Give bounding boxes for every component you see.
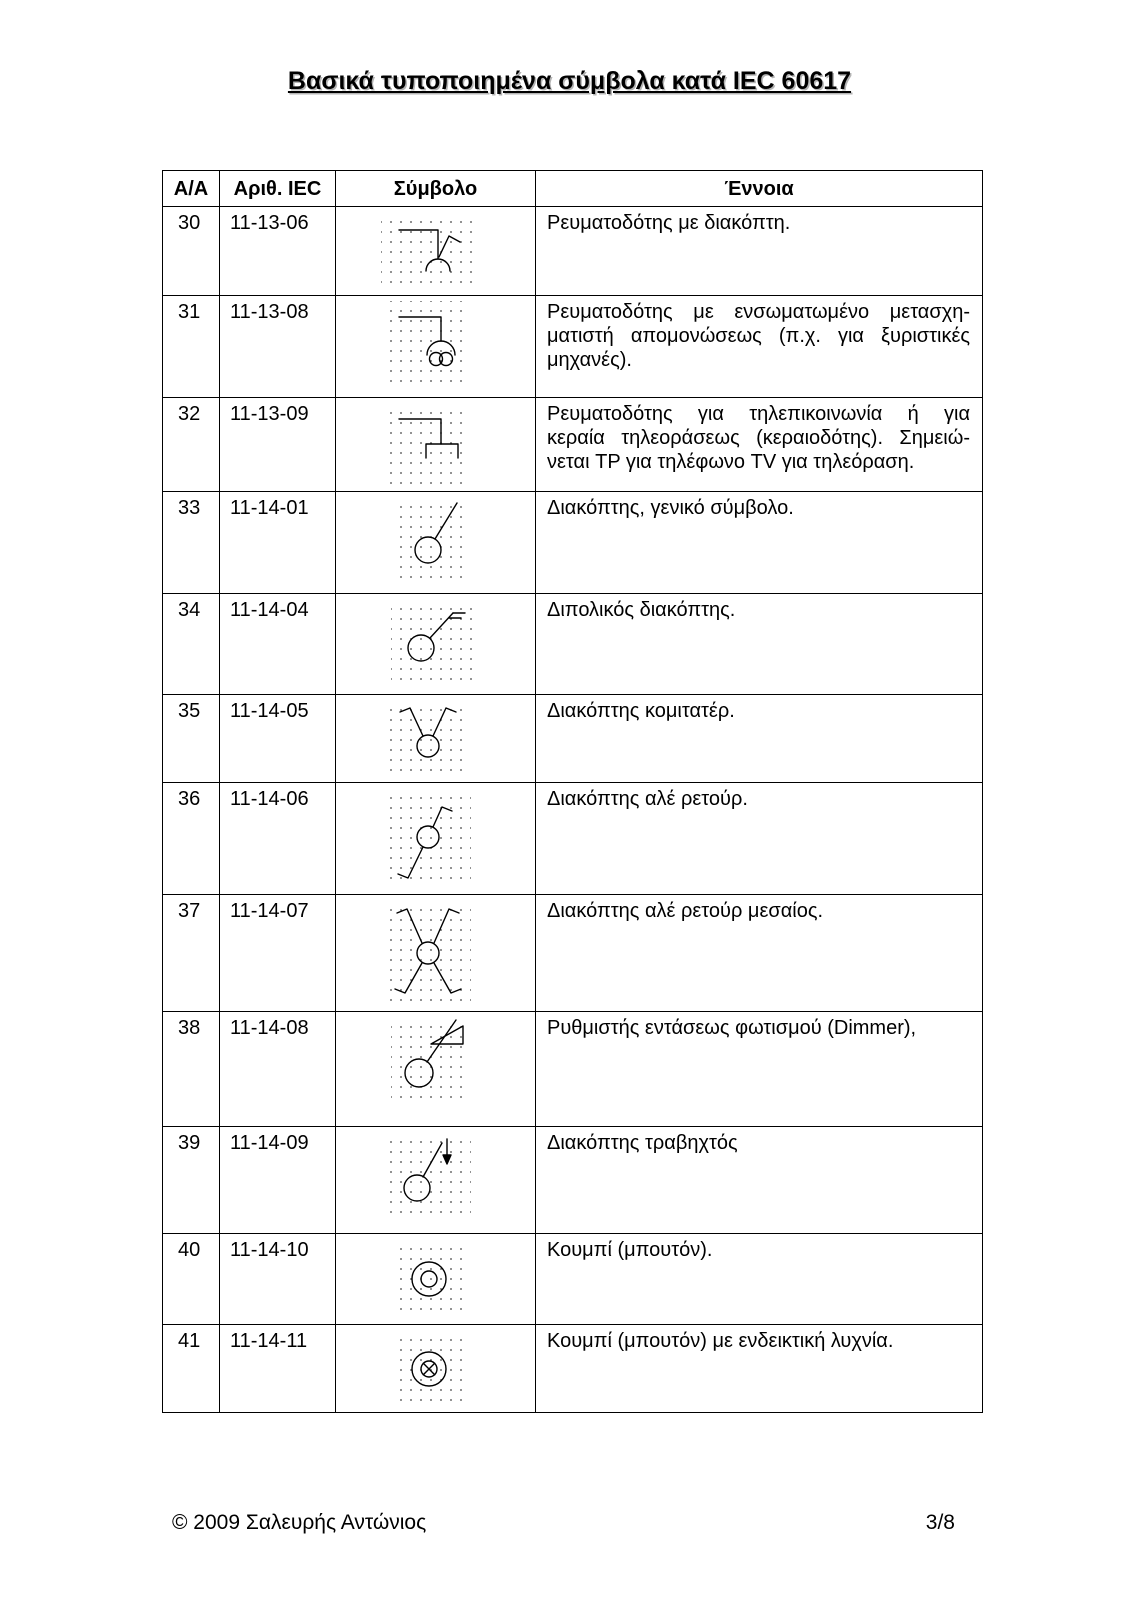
two-way-switch-icon [336, 783, 536, 893]
meaning-cell [536, 296, 983, 398]
dot-grid [391, 601, 473, 687]
iec-number: 11-14-10 [220, 1234, 336, 1325]
copyright-text: © 2009 Σαλευρής Αντώνιος [172, 1511, 427, 1534]
table-row [163, 1234, 983, 1325]
symbol-cell [336, 398, 536, 492]
meaning-text: Κουμπί (μπουτόν). [547, 1239, 713, 1261]
table-row [163, 398, 983, 492]
intermediate-switch-icon [336, 895, 536, 1010]
iec-number: 11-14-09 [220, 1127, 336, 1234]
meaning-text: Διακόπτης αλέ ρετούρ. [547, 788, 748, 810]
meaning-text: μηχανές). [547, 349, 632, 371]
dot-grid [381, 213, 473, 287]
row-number: 33 [163, 492, 220, 594]
meaning-text: Διπολικός διακόπτης. [547, 599, 736, 621]
dot-grid [391, 1019, 469, 1106]
dot-grid [389, 1134, 471, 1221]
meaning-cell [536, 1325, 983, 1413]
row-number: 37 [163, 895, 220, 1012]
meaning-text: Διακόπτης, γενικό σύμβολο. [547, 497, 794, 519]
iec-number: 11-14-05 [220, 695, 336, 783]
page-title: Βασικά τυποποιημένα σύμβολα κατά IEC 60617 [287, 67, 852, 95]
header-symbol: Σύμβολο [336, 171, 536, 207]
dot-grid [386, 701, 470, 777]
symbol-cell [336, 492, 536, 594]
iec-number: 11-13-08 [220, 296, 336, 398]
iec-number: 11-14-06 [220, 783, 336, 895]
iec-number: 11-14-08 [220, 1012, 336, 1127]
iec-number: 11-14-11 [220, 1325, 336, 1413]
table-row [163, 1325, 983, 1413]
meaning-text: ματιστή απομονώσεως (π.χ. για ξυριστικές [547, 325, 970, 347]
switch-icon [336, 492, 536, 592]
header-number: Α/Α [163, 171, 220, 207]
dot-grid [396, 498, 468, 586]
meaning-cell [536, 1012, 983, 1127]
row-number: 34 [163, 594, 220, 695]
meaning-cell [536, 207, 983, 296]
symbol-cell [336, 695, 536, 783]
meaning-text: νεται TP για τηλέφωνο TV για τηλεόραση. [547, 451, 915, 473]
push-button-with-indicator-lamp-icon [336, 1325, 536, 1411]
meaning-text: Ρευματοδότης με διακόπτη. [547, 212, 791, 234]
commutator-switch-icon [336, 695, 536, 781]
meaning-cell [536, 695, 983, 783]
meaning-text: Ρευματοδότης με ενσωματωμένο μετασχη- [547, 301, 970, 323]
row-number: 32 [163, 398, 220, 492]
dot-grid [386, 901, 471, 1001]
meaning-text: κεραία τηλεοράσεως (κεραιοδότης). Σημειώ- [547, 427, 970, 449]
meaning-text: Κουμπί (μπουτόν) με ενδεικτική λυχνία. [547, 1330, 894, 1352]
row-number: 31 [163, 296, 220, 398]
meaning-cell [536, 492, 983, 594]
symbol-cell [336, 296, 536, 398]
iec-number: 11-13-06 [220, 207, 336, 296]
symbols-table [162, 170, 983, 1413]
row-number: 39 [163, 1127, 220, 1234]
iec-number: 11-14-04 [220, 594, 336, 695]
symbol-cell [336, 1325, 536, 1413]
iec-number: 11-14-01 [220, 492, 336, 594]
meaning-text: Ρυθμιστής εντάσεως φωτισμού (Dimmer), [547, 1017, 917, 1039]
header-meaning: Έννοια [536, 171, 983, 207]
telecom-socket-icon [336, 398, 536, 490]
table-header-row [163, 171, 983, 207]
meaning-text: Διακόπτης τραβηχτός [547, 1132, 738, 1154]
symbol-cell [336, 783, 536, 895]
row-number: 40 [163, 1234, 220, 1325]
row-number: 30 [163, 207, 220, 296]
dot-grid [386, 301, 468, 383]
symbol-cell [336, 594, 536, 695]
meaning-text: Διακόπτης κομιτατέρ. [547, 700, 735, 722]
table-row [163, 1127, 983, 1234]
row-number: 41 [163, 1325, 220, 1413]
double-pole-switch-icon [336, 594, 536, 693]
table-row [163, 783, 983, 895]
socket-with-isolating-transformer-icon [336, 296, 536, 396]
iec-number: 11-14-07 [220, 895, 336, 1012]
table-row [163, 296, 983, 398]
symbol-cell [336, 1234, 536, 1325]
header-iec: Αριθ. IEC [220, 171, 336, 207]
pull-cord-switch-icon [336, 1127, 536, 1232]
table-row [163, 492, 983, 594]
page-number: 3/8 [925, 1511, 955, 1534]
symbol-cell [336, 1012, 536, 1127]
meaning-cell [536, 783, 983, 895]
table-row [163, 895, 983, 1012]
meaning-text: Διακόπτης αλέ ρετούρ μεσαίος. [547, 900, 824, 922]
meaning-cell [536, 1234, 983, 1325]
meaning-cell [536, 594, 983, 695]
socket-with-switch-icon [336, 207, 536, 294]
symbol-cell [336, 1127, 536, 1234]
meaning-cell [536, 895, 983, 1012]
row-number: 36 [163, 783, 220, 895]
push-button-icon [336, 1234, 536, 1323]
meaning-cell [536, 1127, 983, 1234]
table-row [163, 1012, 983, 1127]
table-row [163, 207, 983, 296]
dimmer-icon [336, 1012, 536, 1125]
iec-number: 11-13-09 [220, 398, 336, 492]
symbol-cell [336, 207, 536, 296]
dot-grid [393, 1241, 469, 1317]
table-row [163, 594, 983, 695]
meaning-cell [536, 398, 983, 492]
row-number: 38 [163, 1012, 220, 1127]
row-number: 35 [163, 695, 220, 783]
symbol-cell [336, 895, 536, 1012]
table-row [163, 695, 983, 783]
dot-grid [389, 791, 471, 886]
meaning-text: Ρευματοδότης για τηλεπικοινωνία ή για [547, 403, 970, 425]
